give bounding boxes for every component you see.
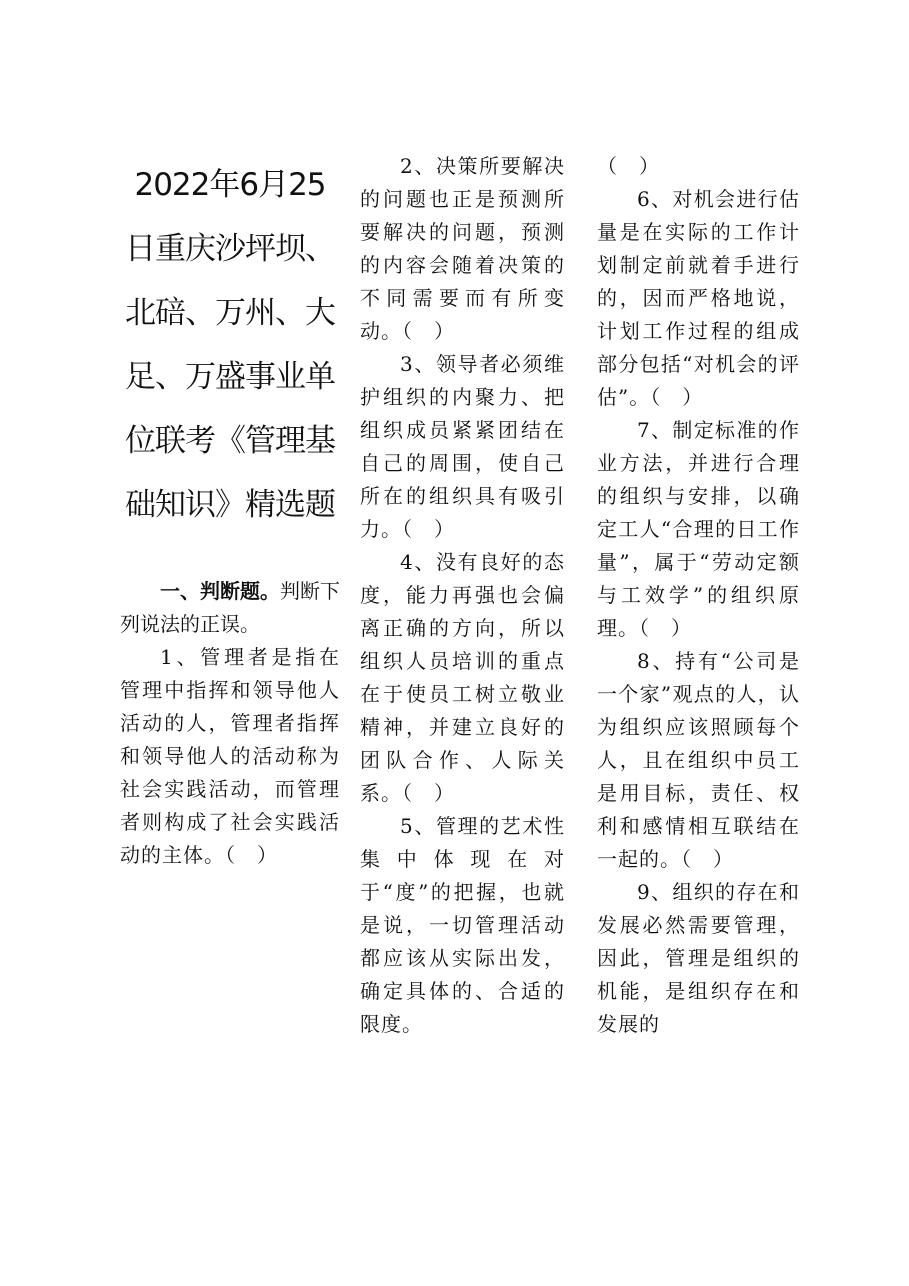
question-6: 6、对机会进行估量是在实际的工作计划制定前就着手进行的，因而严格地说，计划工作过程的组成部分包括“对机会的评估”。（ ） — [597, 187, 800, 409]
question-7: 7、制定标准的作业方法，并进行合理的组织与安排，以确定工人“合理的日工作量”，属于“劳动定额与工效学”的组织原理。（ ） — [597, 418, 800, 640]
question-1: 1、管理者是指在管理中指挥和领导他人活动的人，管理者指挥和领导他人的活动称为社会实践活动，而管理者则构成了社会实践活动的主体。（ ） — [120, 645, 340, 867]
question-9: 9、组织的存在和发展必然需要管理，因此，管理是组织的机能，是组织存在和发展的 — [597, 880, 800, 1036]
section-instruction: 判断下列说法的正误。 — [120, 579, 340, 636]
question-2: 2、决策所要解决的问题也正是预测所要解决的问题，预测的内容会随着决策的不同需要而有所变动。（ ） — [360, 154, 565, 343]
question-4: 4、没有良好的态度，能力再强也会偏离正确的方向，所以组织人员培训的重点在于使员工树立敬业精神，并建立良好的团队合作、人际关系。（ ） — [360, 550, 565, 805]
column-3 — [597, 150, 800, 1041]
question-5-answer-blank: （ ） — [597, 154, 660, 178]
question-8: 8、持有“公司是一个家”观点的人，认为组织应该照顾每个人，且在组织中员工是用目标，责任、权利和感情相互联结在一起的。（ ） — [597, 649, 800, 871]
question-5: 5、管理的艺术性集中体现在对于“度”的把握，也就是说，一切管理活动都应该从实际出发，确定具体的、合适的限度。 — [360, 814, 565, 1036]
document-title: 2022年6月25日重庆沙坪坝、北碚、万州、大足、万盛事业单位联考《管理基础知识》精选题 — [125, 167, 335, 523]
section-heading-block — [120, 575, 340, 641]
section-heading: 一、判断题。 — [160, 579, 280, 603]
question-3: 3、领导者必须维护组织的内聚力、把组织成员紧紧团结在自己的周围，使自己所在的组织具有吸引力。（ ） — [360, 352, 565, 541]
column-2 — [360, 150, 565, 1041]
column-1 — [120, 150, 340, 872]
